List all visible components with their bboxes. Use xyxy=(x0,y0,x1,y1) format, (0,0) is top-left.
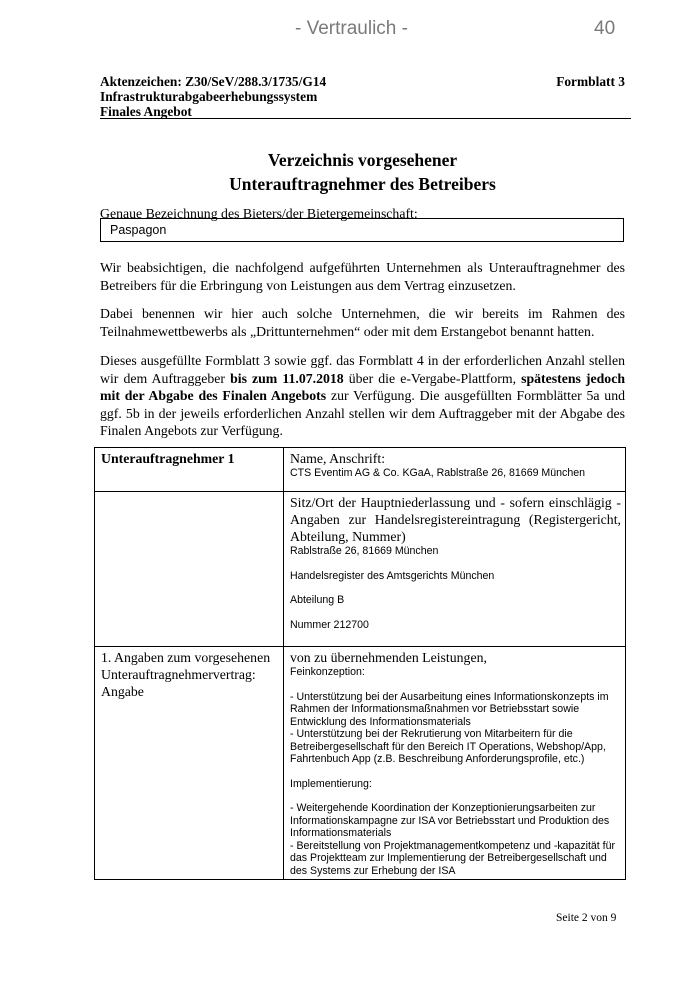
impl-title: Implementierung: xyxy=(290,777,372,790)
form-header xyxy=(100,74,631,119)
impl-item-2: - Bereitstellung von Projektmanagementkompetenz und -kapazität für das Projektteam zur Implementierung der Betreibergesellschaft und des Systems zur Erhebung der ISA xyxy=(290,839,616,877)
system-name: Infrastrukturabgabeerhebungssystem xyxy=(100,89,318,104)
submission-paragraph xyxy=(100,352,625,440)
prior-mention-paragraph: Dabei benennen wir hier auch solche Unternehmen, die wir bereits im Rahmen des Teilnahmewettbewerbs als „Drittunternehmen“ oder mit dem Erstangebot benannt hatten. xyxy=(100,306,625,339)
empty-cell xyxy=(95,492,284,647)
document-page-number: 40 xyxy=(594,18,616,39)
subcontractor-heading: Unterauftragnehmer 1 xyxy=(101,451,235,466)
subcontractor-heading-cell xyxy=(95,448,284,492)
page-title xyxy=(100,148,625,196)
register-number: Nummer 212700 xyxy=(290,618,369,631)
commercial-register: Handelsregister des Amtsgerichts München xyxy=(290,569,495,582)
reference-number: Aktenzeichen: Z30/SeV/288.3/1735/G14 xyxy=(100,74,327,89)
fein-item-2: - Unterstützung bei der Rekrutierung von Mitarbeitern für die Betreibergesellschaft für den Bereich IT Operations, Webshop/App, Fahrtenbuch App (z.B. Beschreibung Anforderungsprofile, etc.) xyxy=(290,728,606,765)
offer-stage: Finales Angebot xyxy=(100,104,192,119)
confidential-label: - Vertraulich - xyxy=(295,18,408,39)
registered-office-cell xyxy=(284,492,626,647)
table-row xyxy=(95,448,626,492)
services-cell xyxy=(284,647,626,880)
registered-office-address: Rablstraße 26, 81669 München xyxy=(290,545,439,557)
register-department: Abteilung B xyxy=(290,594,345,606)
title-line-2: Unterauftragnehmer des Betreibers xyxy=(229,174,496,194)
title-line-1: Verzeichnis vorgesehener xyxy=(267,150,458,170)
submission-text-2: über die e-Vergabe-Plattform, xyxy=(343,370,522,386)
services-label: von zu übernehmenden Leistungen, xyxy=(290,650,487,665)
form-number: Formblatt 3 xyxy=(556,74,625,89)
fein-item-1: - Unterstützung bei der Ausarbeitung eines Informationskonzepts im Rahmen der Informationsmaßnahmen vor Betriebsstart sowie Entwicklung des Informationsmaterials xyxy=(290,690,609,728)
name-address-cell xyxy=(284,448,626,492)
deadline-date: bis zum 11.07.2018 xyxy=(230,370,344,386)
registered-office-label: Sitz/Ort der Hauptniederlassung und - sofern einschlägig - Angaben zur Handelsregistereintragung (Registergericht, Abteilung, Nummer) xyxy=(290,495,621,544)
table-row xyxy=(95,647,626,880)
page-footer: Seite 2 von 9 xyxy=(556,912,617,924)
submission-text-3: zur Verfügung. Die ausgefüllten Formblätter 5a und ggf. 5b in der jeweils erforderlichen Anzahl stellen wir dem Auftraggeber mit der Abgabe des Finalen Angebots zur Verfügung. xyxy=(100,388,626,438)
final-offer-deadline: spätestens jedoch mit der Abgabe des Finalen Angebots xyxy=(100,370,626,403)
table-row xyxy=(95,492,626,647)
impl-item-1: - Weitergehende Koordination der Konzeptionierungsarbeiten zur Informationskampagne zur ISA vor Betriebsstart und Produktion des Informationsmaterials xyxy=(290,802,610,839)
contract-details-label: 1. Angaben zum vorgesehenen Unterauftragnehmervertrag: Angabe xyxy=(101,650,271,699)
bidder-label: Genaue Bezeichnung des Bieters/der Bietergemeinschaft: xyxy=(100,206,418,221)
intro-paragraph: Wir beabsichtigen, die nachfolgend aufgeführten Unternehmen als Unterauftragnehmer des Betreibers für die Erbringung von Leistungen aus dem Vertrag einzusetzen. xyxy=(100,260,625,293)
name-address-value: CTS Eventim AG & Co. KGaA, Rablstraße 26, 81669 München xyxy=(290,467,586,479)
confidential-watermark xyxy=(0,18,700,44)
contract-details-label-cell xyxy=(95,647,284,880)
name-address-label: Name, Anschrift: xyxy=(290,451,386,466)
subcontractor-table xyxy=(94,447,626,880)
bidder-name-field[interactable]: Paspagon xyxy=(100,218,624,242)
header-divider xyxy=(100,118,631,119)
fein-title: Feinkonzeption: xyxy=(290,666,365,678)
submission-text-1: Dieses ausgefüllte Formblatt 3 sowie ggf. das Formblatt 4 in der erforderlichen Anzahl stellen wir dem Auftraggeber xyxy=(100,353,625,386)
